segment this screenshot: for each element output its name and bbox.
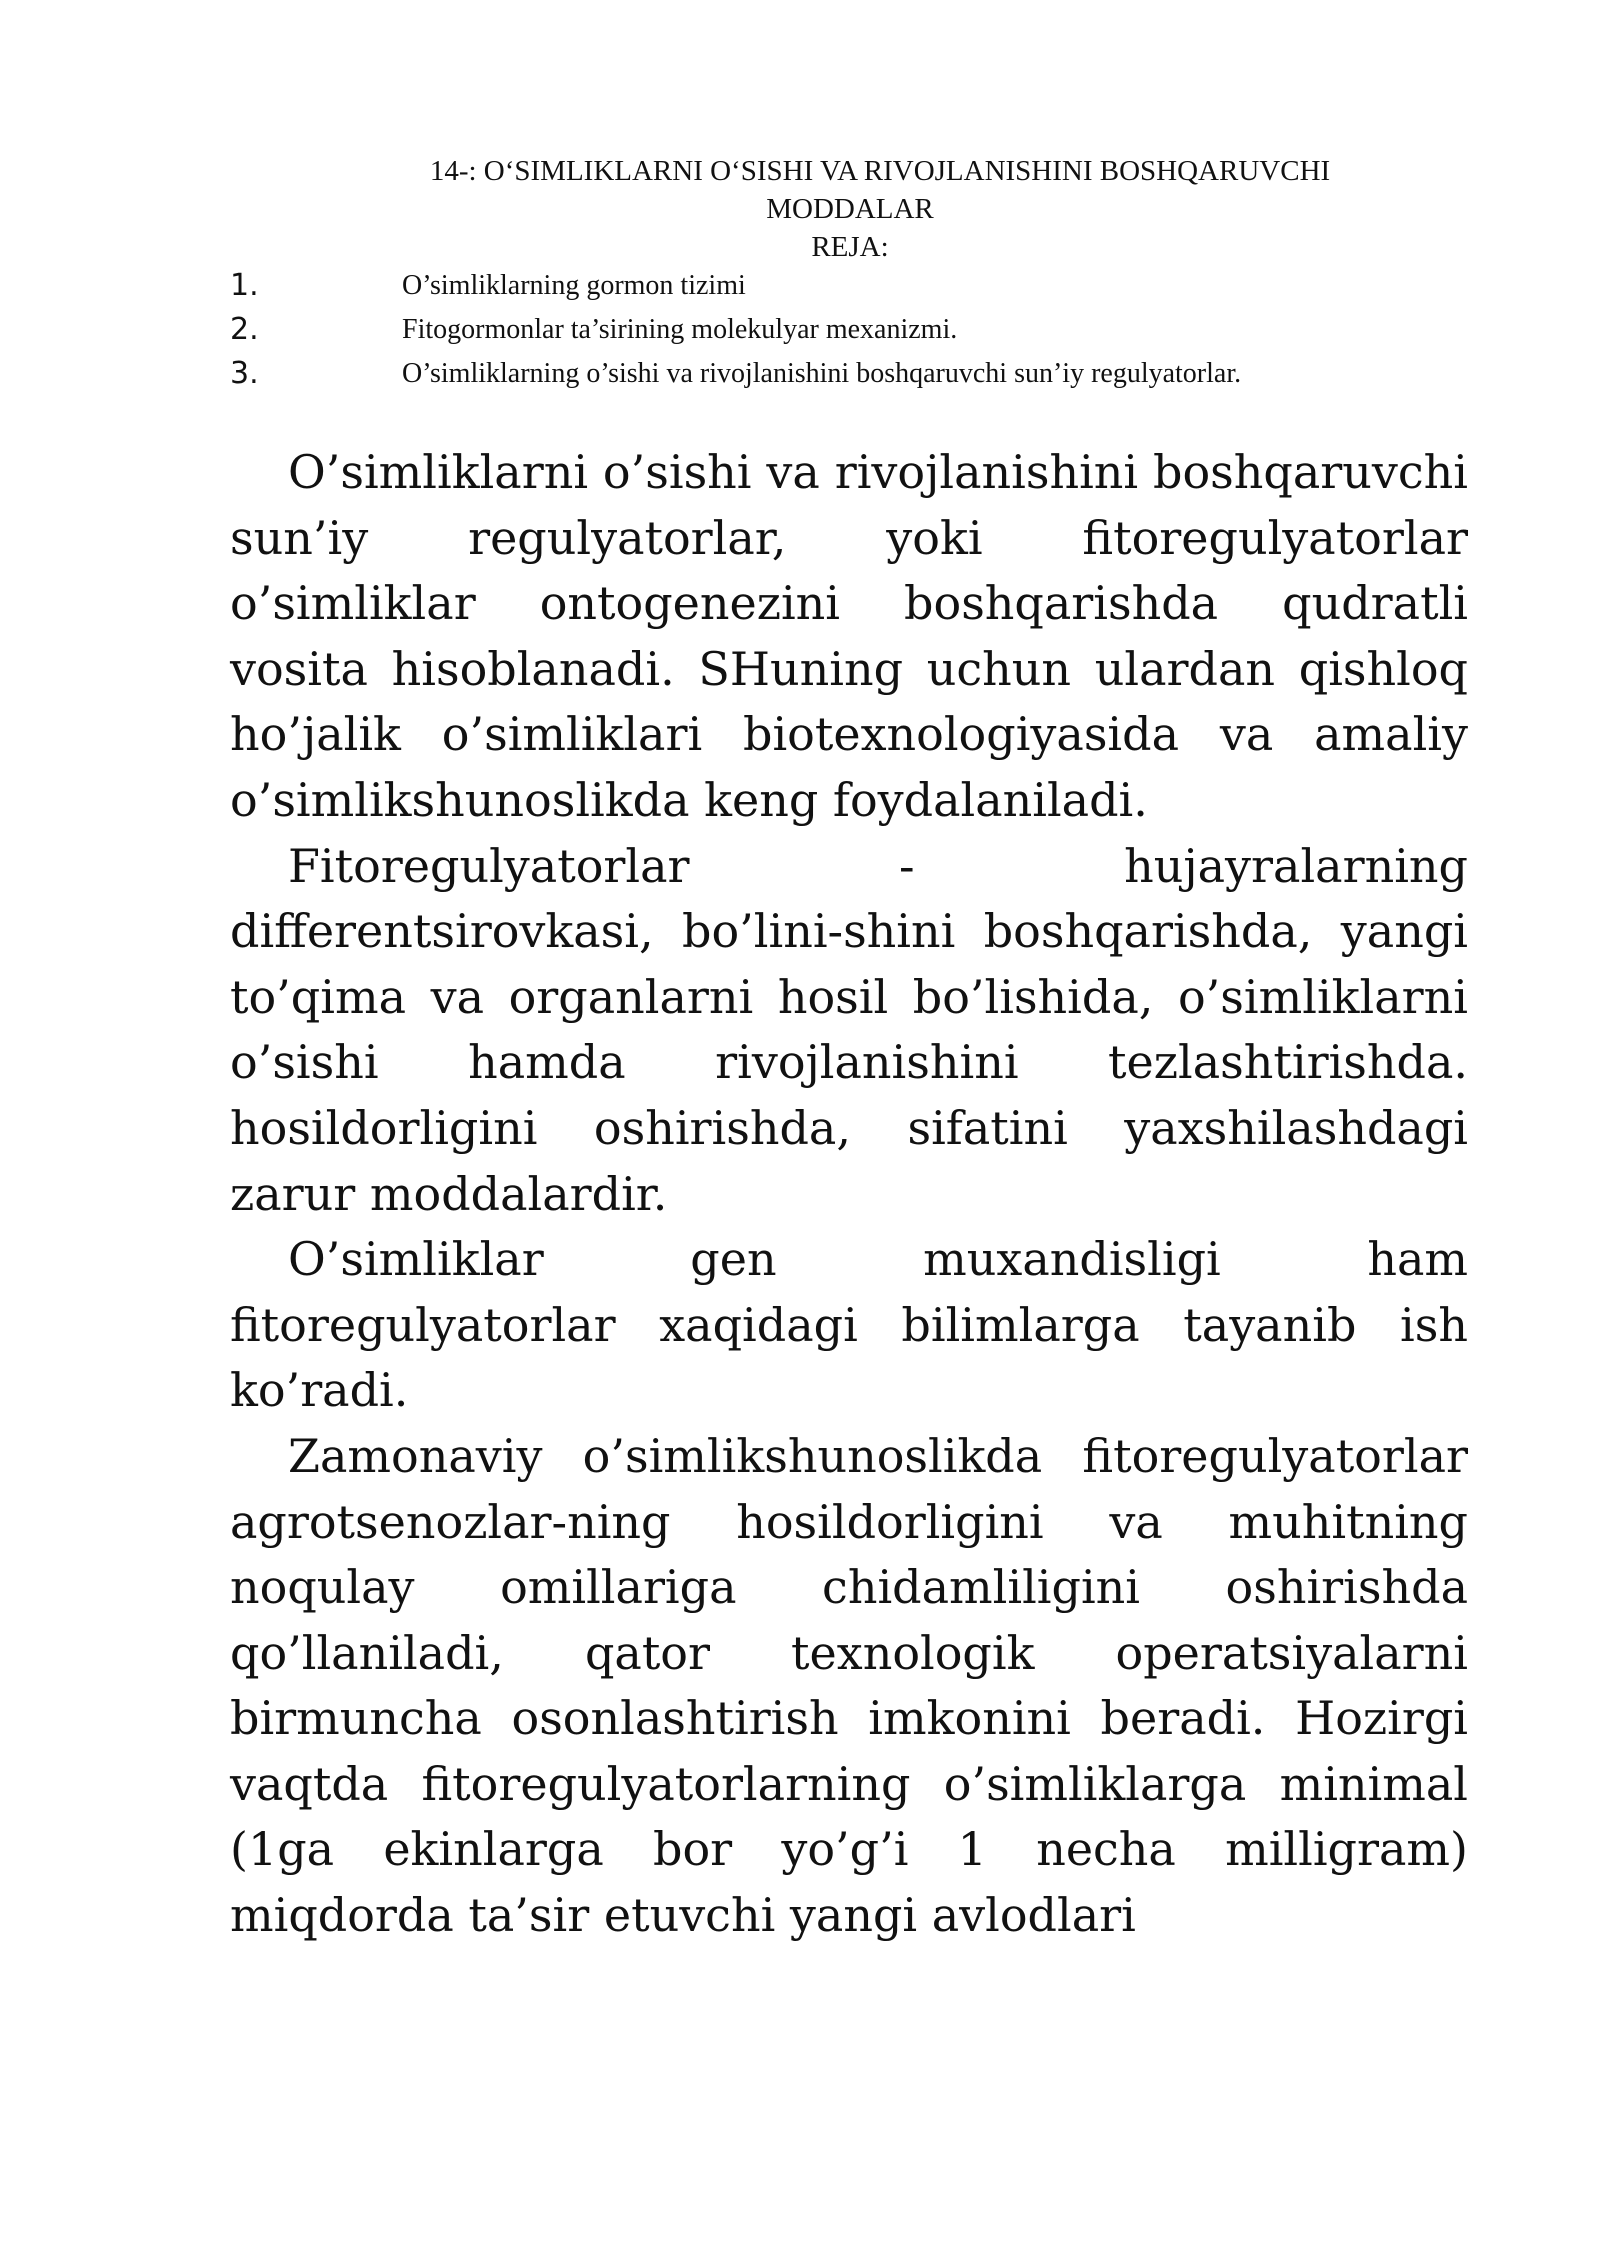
plan-heading: REJA: bbox=[811, 231, 889, 263]
document-header bbox=[230, 152, 1470, 266]
plan-item-text: O’simliklarning o’sishi va rivojlanishini boshqaruvchi sun’iy regulyatorlar. bbox=[402, 358, 1242, 389]
plan-item-text: Fitogormonlar ta’sirining molekulyar mexanizmi. bbox=[402, 314, 958, 345]
body-text bbox=[230, 440, 1468, 1949]
body-paragraph: Zamonaviy o’simlikshunoslikda fitoregulyatorlar agrotsenozlar-ning hosildorligini va muhitning noqulay omillariga chidamliligini oshirishda qo’llaniladi, qator texnologik operatsiyalarni birmuncha osonlashtirish imkonini beradi. Hozirgi vaqtda fitoregulyatorlarning o’simliklarga minimal (1ga ekinlarga bor yo’g’i 1 necha milligram) miqdorda ta’sir etuvchi yangi avlodlari bbox=[230, 1428, 1468, 1943]
body-paragraph: O’simliklar gen muxandisligi ham fitoregulyatorlar xaqidagi bilimlarga tayanib ish ko’radi. bbox=[230, 1232, 1468, 1418]
plan-item-number: 3. bbox=[230, 356, 259, 391]
plan-list bbox=[230, 264, 1470, 396]
body-paragraph: Fitoregulyatorlar - hujayralarning differentsirovkasi, bo’lini-shini boshqarishda, yangi to’qima va organlarni hosil bo’lishida, o’simliklarni o’sishi hamda rivojlanishini tezlashtirishda. hosildorligini oshirishda, sifatini yaxshilashdagi zarur moddalardir. bbox=[230, 838, 1468, 1221]
plan-item bbox=[230, 352, 1470, 396]
document-title-line-1: 14-: O‘SIMLIKLARNI O‘SISHI VA RIVOJLANISHINI BOSHQARUVCHI bbox=[429, 155, 1331, 187]
body-paragraph: O’simliklarni o’sishi va rivojlanishini boshqaruvchi sun’iy regulyatorlar, yoki fitoregulyatorlar o’simliklar ontogenezini boshqarishda qudratli vosita hisoblanadi. SHuning uchun ulardan qishloq ho’jalik o’simliklari biotexnologiyasida va amaliy o’simlikshunoslikda keng foydalaniladi. bbox=[230, 445, 1468, 827]
plan-item-number: 1. bbox=[230, 268, 259, 303]
plan-item-number: 2. bbox=[230, 312, 259, 347]
document-title-line-2: MODDALAR bbox=[766, 193, 934, 225]
plan-item-text: O’simliklarning gormon tizimi bbox=[402, 270, 746, 301]
plan-item bbox=[230, 308, 1470, 352]
plan-item bbox=[230, 264, 1470, 308]
